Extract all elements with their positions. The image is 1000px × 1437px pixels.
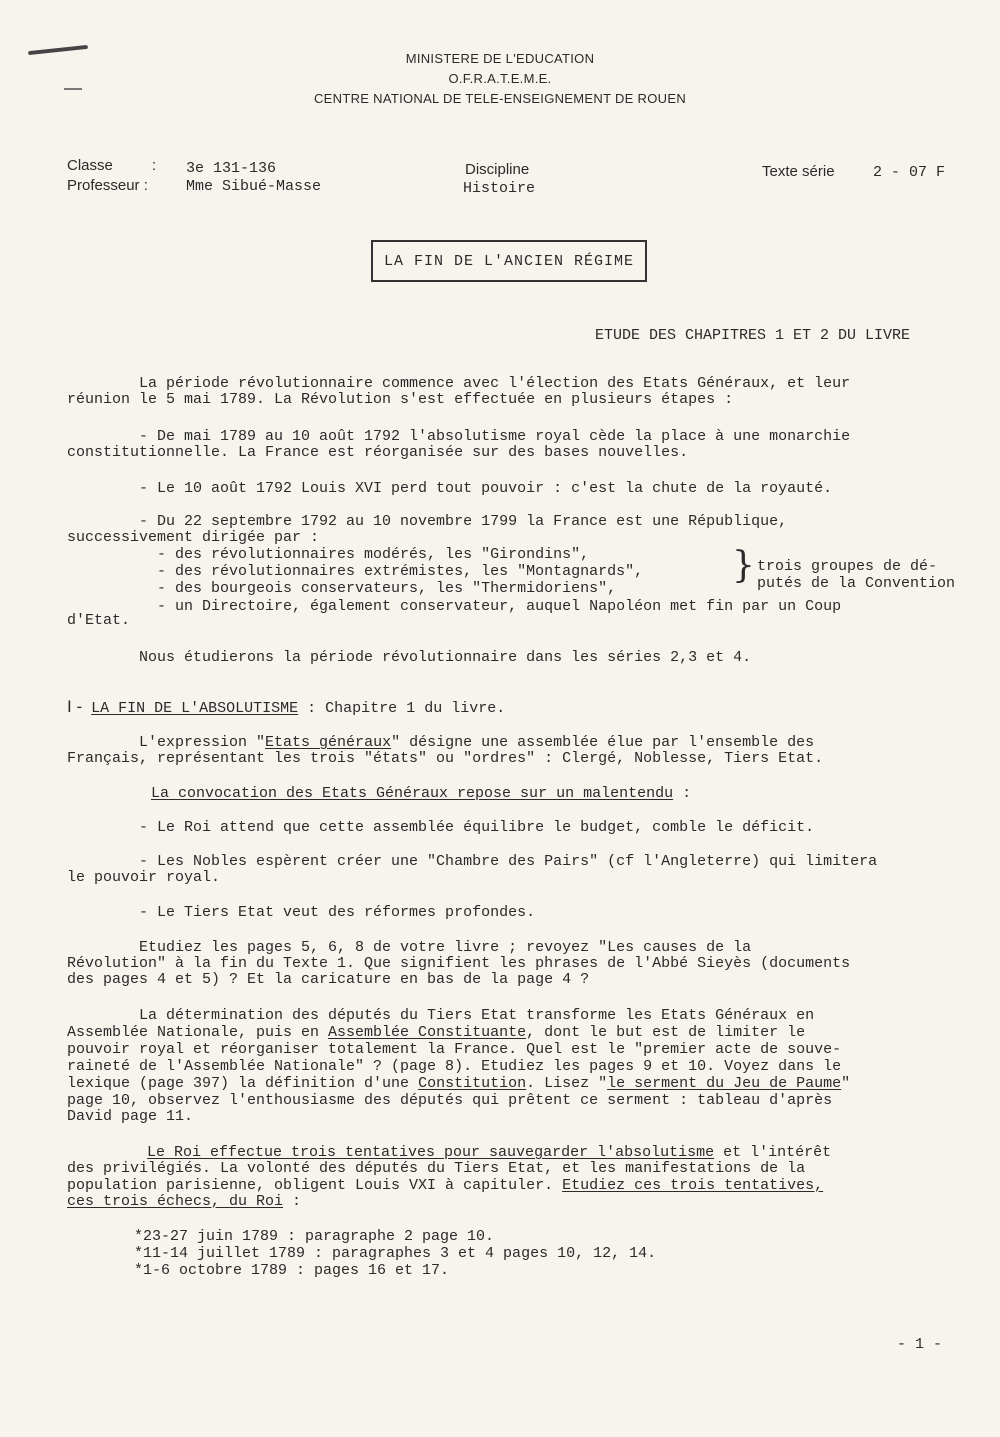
body-line: Etudiez les pages 5, 6, 8 de votre livre ; revoyez "Les causes de la — [67, 939, 752, 956]
body-line: Révolution" à la fin du Texte 1. Que signifient les phrases de l'Abbé Sieyès (documents — [67, 955, 851, 972]
body-line: des privilégiés. La volonté des députés du Tiers Etat, et les manifestations de la — [67, 1160, 806, 1177]
list-item: le pouvoir royal. — [67, 869, 221, 886]
term-assemblee-constituante: Assemblée Constituante — [328, 1024, 527, 1041]
serie-value: 2 - 07 F — [873, 164, 946, 181]
group-item: - des révolutionnaires extrémistes, les "Montagnards", — [67, 563, 644, 580]
body-line: des pages 4 et 5) ? Et la caricature en bas de la page 4 ? — [67, 971, 590, 988]
classe-separator: : — [152, 157, 157, 174]
header-ofrateme: O.F.R.A.T.E.M.E. — [448, 71, 552, 86]
body-line: Français, représentant les trois "états" ou "ordres" : Clergé, Noblesse, Tiers Etat. — [67, 750, 824, 767]
section-heading — [67, 699, 967, 717]
term-serment-jeu-de-paume: le serment du Jeu de Paume — [607, 1075, 842, 1092]
classe-value: 3e 131-136 — [186, 160, 277, 177]
term-etats-generaux: Etats généraux — [265, 734, 392, 751]
professeur-value: Mme Sibué-Masse — [186, 178, 322, 195]
brace-glyph: } — [732, 545, 755, 586]
stage-line: successivement dirigée par : — [67, 529, 320, 546]
group-item: - des bourgeois conservateurs, les "Thermidoriens", — [67, 580, 617, 597]
intro-conclusion: Nous étudierons la période révolutionnaire dans les séries 2,3 et 4. — [67, 649, 752, 666]
stage-line: - De mai 1789 au 10 août 1792 l'absolutisme royal cède la place à une monarchie — [67, 428, 851, 445]
date-item: *1-6 octobre 1789 : pages 16 et 17. — [134, 1262, 450, 1279]
term-constitution: Constitution — [418, 1075, 527, 1092]
header-ministry: MINISTERE DE L'EDUCATION — [405, 51, 595, 66]
date-item: *23-27 juin 1789 : paragraphe 2 page 10. — [134, 1228, 495, 1245]
body-line: L'expression "Etats généraux" désigne une assemblée élue par l'ensemble des — [67, 734, 815, 751]
date-item: *11-14 juillet 1789 : paragraphes 3 et 4 pages 10, 12, 14. — [134, 1245, 657, 1262]
body-line: raineté de l'Assemblée Nationale" ? (page 8). Etudiez les pages 9 et 10. Voyez dans le — [67, 1058, 842, 1075]
body-line: population parisienne, obligent Louis VXI à capituler. Etudiez ces trois tentatives, — [67, 1177, 824, 1194]
header-centre: CENTRE NATIONAL DE TELE-ENSEIGNEMENT DE ROUEN — [313, 91, 687, 106]
body-line: Assemblée Nationale, puis en Assemblée Constituante, dont le but est de limiter le — [67, 1024, 806, 1041]
pen-mark-small — [64, 88, 82, 90]
section-title: LA FIN DE L'ABSOLUTISME — [91, 700, 299, 717]
stage-line: d'Etat. — [67, 612, 131, 629]
professeur-label: Professeur : — [67, 177, 148, 194]
body-line: La détermination des députés du Tiers Etat transforme les Etats Généraux en — [67, 1007, 815, 1024]
brace-note: trois groupes de dé- — [757, 558, 938, 575]
section-number: I - — [67, 697, 83, 716]
list-item: - Le Roi attend que cette assemblée équilibre le budget, comble le déficit. — [67, 819, 815, 836]
document-title-box — [371, 240, 647, 282]
document-title: LA FIN DE L'ANCIEN RÉGIME — [383, 252, 635, 270]
subtitle: ETUDE DES CHAPITRES 1 ET 2 DU LIVRE — [595, 327, 911, 344]
group-item: - un Directoire, également conservateur, auquel Napoléon met fin par un Coup — [67, 598, 842, 615]
body-line: ces trois échecs, du Roi : — [67, 1193, 302, 1210]
body-line: Le Roi effectue trois tentatives pour sauvegarder l'absolutisme et l'intérêt — [147, 1144, 832, 1161]
body-line: pouvoir royal et réorganiser totalement la France. Quel est le "premier acte de souve- — [67, 1041, 842, 1058]
body-line: page 10, observez l'enthousiasme des députés qui prêtent ce serment : tableau d'après — [67, 1092, 833, 1109]
stage-line: constitutionnelle. La France est réorganisée sur des bases nouvelles. — [67, 444, 689, 461]
body-line: David page 11. — [67, 1108, 194, 1125]
convocation-heading: La convocation des Etats Généraux repose sur un malentendu : — [151, 785, 692, 802]
page-number: - 1 - — [897, 1336, 943, 1353]
list-item: - Le Tiers Etat veut des réformes profondes. — [67, 904, 536, 921]
intro-line: réunion le 5 mai 1789. La Révolution s'est effectuée en plusieurs étapes : — [67, 391, 734, 408]
discipline-label: Discipline — [465, 161, 530, 178]
discipline-value: Histoire — [463, 180, 536, 197]
brace-note: putés de la Convention — [757, 575, 956, 592]
section-heading-rest: : Chapitre 1 du livre. — [298, 700, 506, 717]
stage-line: - Du 22 septembre 1792 au 10 novembre 1799 la France est une République, — [67, 513, 788, 530]
classe-label: Classe — [67, 157, 113, 174]
serie-label: Texte série — [762, 163, 835, 180]
body-line: lexique (page 397) la définition d'une Constitution. Lisez "le serment du Jeu de Paume" — [67, 1075, 851, 1092]
list-item: - Les Nobles espèrent créer une "Chambre des Pairs" (cf l'Angleterre) qui limitera — [67, 853, 878, 870]
intro-line: La période révolutionnaire commence avec l'élection des Etats Généraux, et leur — [67, 375, 851, 392]
stage-line: - Le 10 août 1792 Louis XVI perd tout pouvoir : c'est la chute de la royauté. — [67, 480, 833, 497]
group-item: - des révolutionnaires modérés, les "Girondins", — [67, 546, 590, 563]
